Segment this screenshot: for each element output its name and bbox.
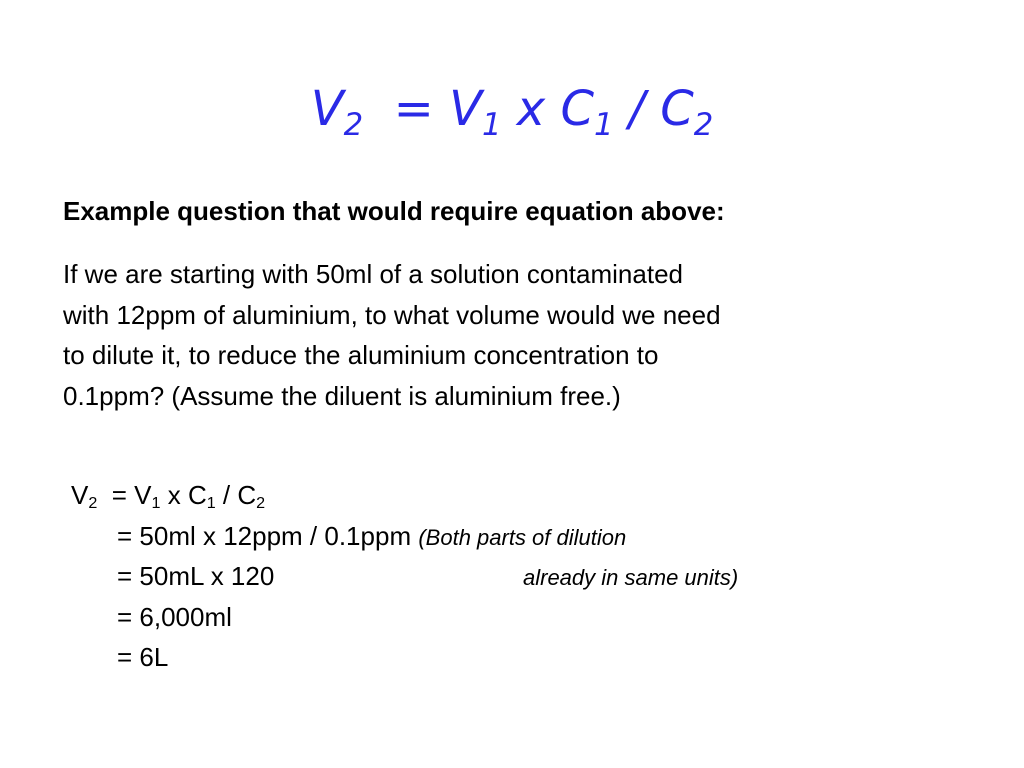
title-c1: $C_1$ (560, 81, 614, 143)
question-line: to dilute it, to reduce the aluminium concentration to (63, 340, 659, 370)
title-divide: / (628, 81, 645, 137)
working-result-l-line: = 6L (117, 642, 169, 672)
title-equals: = (393, 81, 434, 137)
working-formula-line: $V_2 = V_1$ x $C_1 / C_2$ (71, 480, 266, 513)
worked-solution (71, 475, 739, 678)
units-note-line1: (Both parts of dilution (418, 524, 627, 550)
title-v2: $V_2$ (310, 81, 364, 143)
formula-title (0, 78, 1024, 143)
working-result-ml-line: = 6,000ml (117, 601, 232, 632)
question-line: with 12ppm of aluminium, to what volume would we need (63, 299, 721, 330)
question-line: 0.1ppm? (Assume the diluent is aluminium free.) (63, 380, 621, 411)
example-heading: Example question that would require equation above: (63, 196, 725, 226)
title-c2: $C_2$ (660, 81, 714, 143)
working-multiplication-line: = 50mL x 120 already in same units) (71, 556, 626, 597)
question-paragraph (63, 254, 963, 416)
question-line: If we are starting with 50ml of a solution contaminated (63, 259, 683, 289)
title-v1: $V_1$ (449, 81, 502, 143)
title-times: x (516, 81, 546, 137)
units-note-line2: already in same units) (523, 565, 739, 590)
working-substitution-line: = 50ml x 12ppm / 0.1ppm (Both parts of dilution (117, 520, 627, 551)
